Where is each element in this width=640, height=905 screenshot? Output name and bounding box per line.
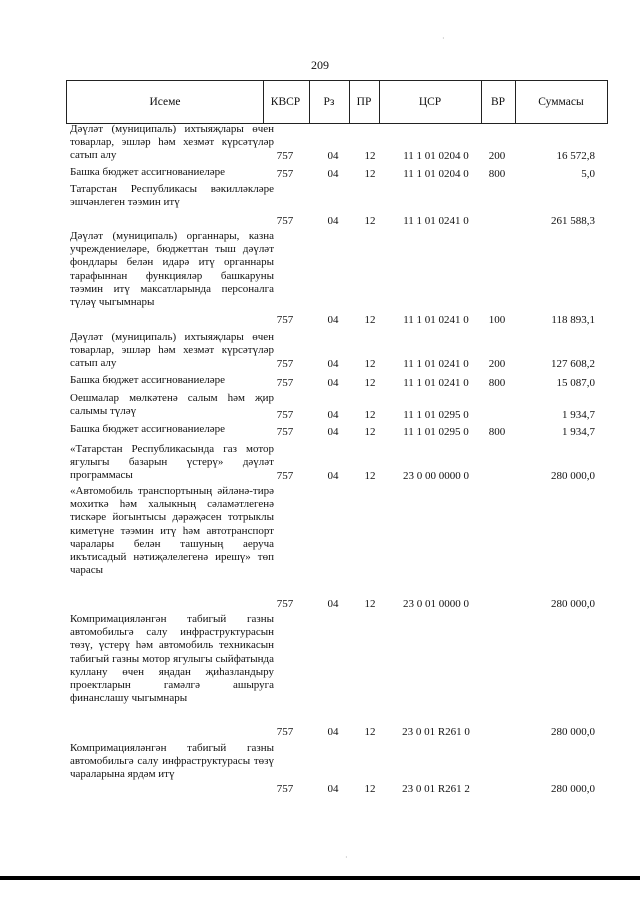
row-name: Башка бюджет ассигнованиеләре [70,423,225,435]
row-pr: 12 [364,597,376,610]
row-csr: 23 0 01 R261 0 [402,725,470,738]
row-kvsr: 757 [276,167,294,180]
table-row [66,166,608,181]
row-name: Татарстан Республикасы вәкилләкләре эшчәнлеген тәэмин итү [70,183,274,209]
row-rz: 04 [327,425,339,438]
row-sum: 5,0 [581,167,595,180]
row-csr: 11 1 01 0241 0 [403,376,469,389]
row-kvsr: 757 [276,408,294,421]
row-csr: 11 1 01 0241 0 [403,313,469,326]
table-row [66,374,608,390]
row-kvsr: 757 [276,214,294,227]
row-vr: 800 [488,376,506,389]
table-row [66,742,608,796]
row-sum: 16 572,8 [556,149,595,162]
bottom-scan-border [0,876,640,880]
row-vr: 100 [488,313,506,326]
row-sum: 280 000,0 [551,782,595,795]
row-sum: 118 893,1 [551,313,595,326]
table-row [66,423,608,439]
row-csr: 11 1 01 0295 0 [403,425,469,438]
table-row [66,613,608,739]
row-name: Башка бюджет ассигнованиеләре [70,166,225,178]
row-pr: 12 [364,469,376,482]
row-vr: 200 [488,357,506,370]
row-kvsr: 757 [276,469,294,482]
row-vr: 800 [488,167,506,180]
row-rz: 04 [327,313,339,326]
row-kvsr: 757 [276,376,294,389]
row-csr: 11 1 01 0204 0 [403,167,469,180]
row-name: Компримацияләнгән табигый газны автомобильгә салу инфраструктурасын төзү, үстерү һәм автомобиль техникасын табигый газны мотор ягулыгы сыйфатында куллану өчен яңадан җиһазландыру проектларын гамәлгә ашыруга финанслашу чыгымнары [70,613,274,705]
row-pr: 12 [364,425,376,438]
scan-speck: · [345,853,348,862]
row-kvsr: 757 [276,782,294,795]
row-name: Оешмалар мөлкәтенә салым һәм җир салымы түләү [70,392,274,418]
row-name: Башка бюджет ассигнованиеләре [70,374,225,386]
row-csr: 11 1 01 0204 0 [403,149,469,162]
row-rz: 04 [327,408,339,421]
row-rz: 04 [327,725,339,738]
row-sum: 280 000,0 [551,597,595,610]
table-row [66,183,608,228]
row-csr: 23 0 01 R261 2 [402,782,470,795]
row-pr: 12 [364,214,376,227]
row-pr: 12 [364,167,376,180]
row-sum: 127 608,2 [551,357,595,370]
row-rz: 04 [327,597,339,610]
row-sum: 1 934,7 [562,408,595,421]
table-row [66,331,608,371]
row-kvsr: 757 [276,357,294,370]
row-name: Дәүләт (муниципаль) органнары, казна учреждениеләре, бюджеттан тыш дәүләт фондлары белән идарә итү органнары тарафыннан функцияләр башкаруны тәэмин итү максатларында персоналга түләү чыгымнары [70,230,274,309]
row-name: «Автомобиль транспортының әйләнә-тирә мохиткә һәм халыкның сәламәтлегенә тискәре йогынтысы дәрәҗәсен тотрыклы киметүне тәэмин итү һәм автотранспорт чаралары белән ташуның аеруча икътисадый нәтиҗәлелегенә ирешү» төп чарасы [70,485,274,577]
header-csr: ЦСР [379,81,482,123]
table-row [66,485,608,611]
table-row [66,392,608,422]
row-rz: 04 [327,357,339,370]
row-kvsr: 757 [276,313,294,326]
row-csr: 11 1 01 0241 0 [403,214,469,227]
row-sum: 1 934,7 [562,425,595,438]
row-rz: 04 [327,782,339,795]
row-vr: 200 [488,149,506,162]
header-sum: Суммасы [515,81,608,123]
row-vr: 800 [488,425,506,438]
row-kvsr: 757 [276,425,294,438]
table-row [66,230,608,327]
page-number: 209 [311,58,329,72]
row-name: Дәүләт (муниципаль) ихтыяҗлары өчен товарлар, эшләр һәм хезмәт күрсәтүләр сатып алу [70,123,274,162]
row-name: Компримацияләнгән табигый газны автомобильгә салу инфраструктурасы төзү чараларына ярдәм итү [70,742,274,781]
table-row [66,123,608,163]
header-rz: Рз [309,81,350,123]
header-name: Исеме [66,81,264,123]
row-rz: 04 [327,469,339,482]
row-csr: 23 0 00 0000 0 [403,469,469,482]
row-rz: 04 [327,376,339,389]
table-row [66,443,608,483]
row-kvsr: 757 [276,597,294,610]
row-sum: 261 588,3 [551,214,595,227]
row-csr: 23 0 01 0000 0 [403,597,469,610]
row-kvsr: 757 [276,149,294,162]
header-pr: ПР [349,81,380,123]
row-sum: 280 000,0 [551,725,595,738]
row-pr: 12 [364,313,376,326]
table-header [66,80,608,124]
row-csr: 11 1 01 0241 0 [403,357,469,370]
row-name: «Татарстан Республикасында газ мотор ягулыгы базарын үстерү» дәүләт программасы [70,443,274,482]
row-pr: 12 [364,408,376,421]
row-name: Дәүләт (муниципаль) ихтыяҗлары өчен товарлар, эшләр һәм хезмәт күрсәтүләр сатып алу [70,331,274,370]
row-kvsr: 757 [276,725,294,738]
row-rz: 04 [327,214,339,227]
row-pr: 12 [364,725,376,738]
budget-table [66,80,608,124]
row-rz: 04 [327,167,339,180]
row-sum: 280 000,0 [551,469,595,482]
row-pr: 12 [364,149,376,162]
row-pr: 12 [364,782,376,795]
row-sum: 15 087,0 [556,376,595,389]
scan-speck: · [442,34,445,43]
header-kvsr: КВСР [262,81,310,123]
header-vr: ВР [481,81,516,123]
row-csr: 11 1 01 0295 0 [403,408,469,421]
row-pr: 12 [364,376,376,389]
row-pr: 12 [364,357,376,370]
row-rz: 04 [327,149,339,162]
